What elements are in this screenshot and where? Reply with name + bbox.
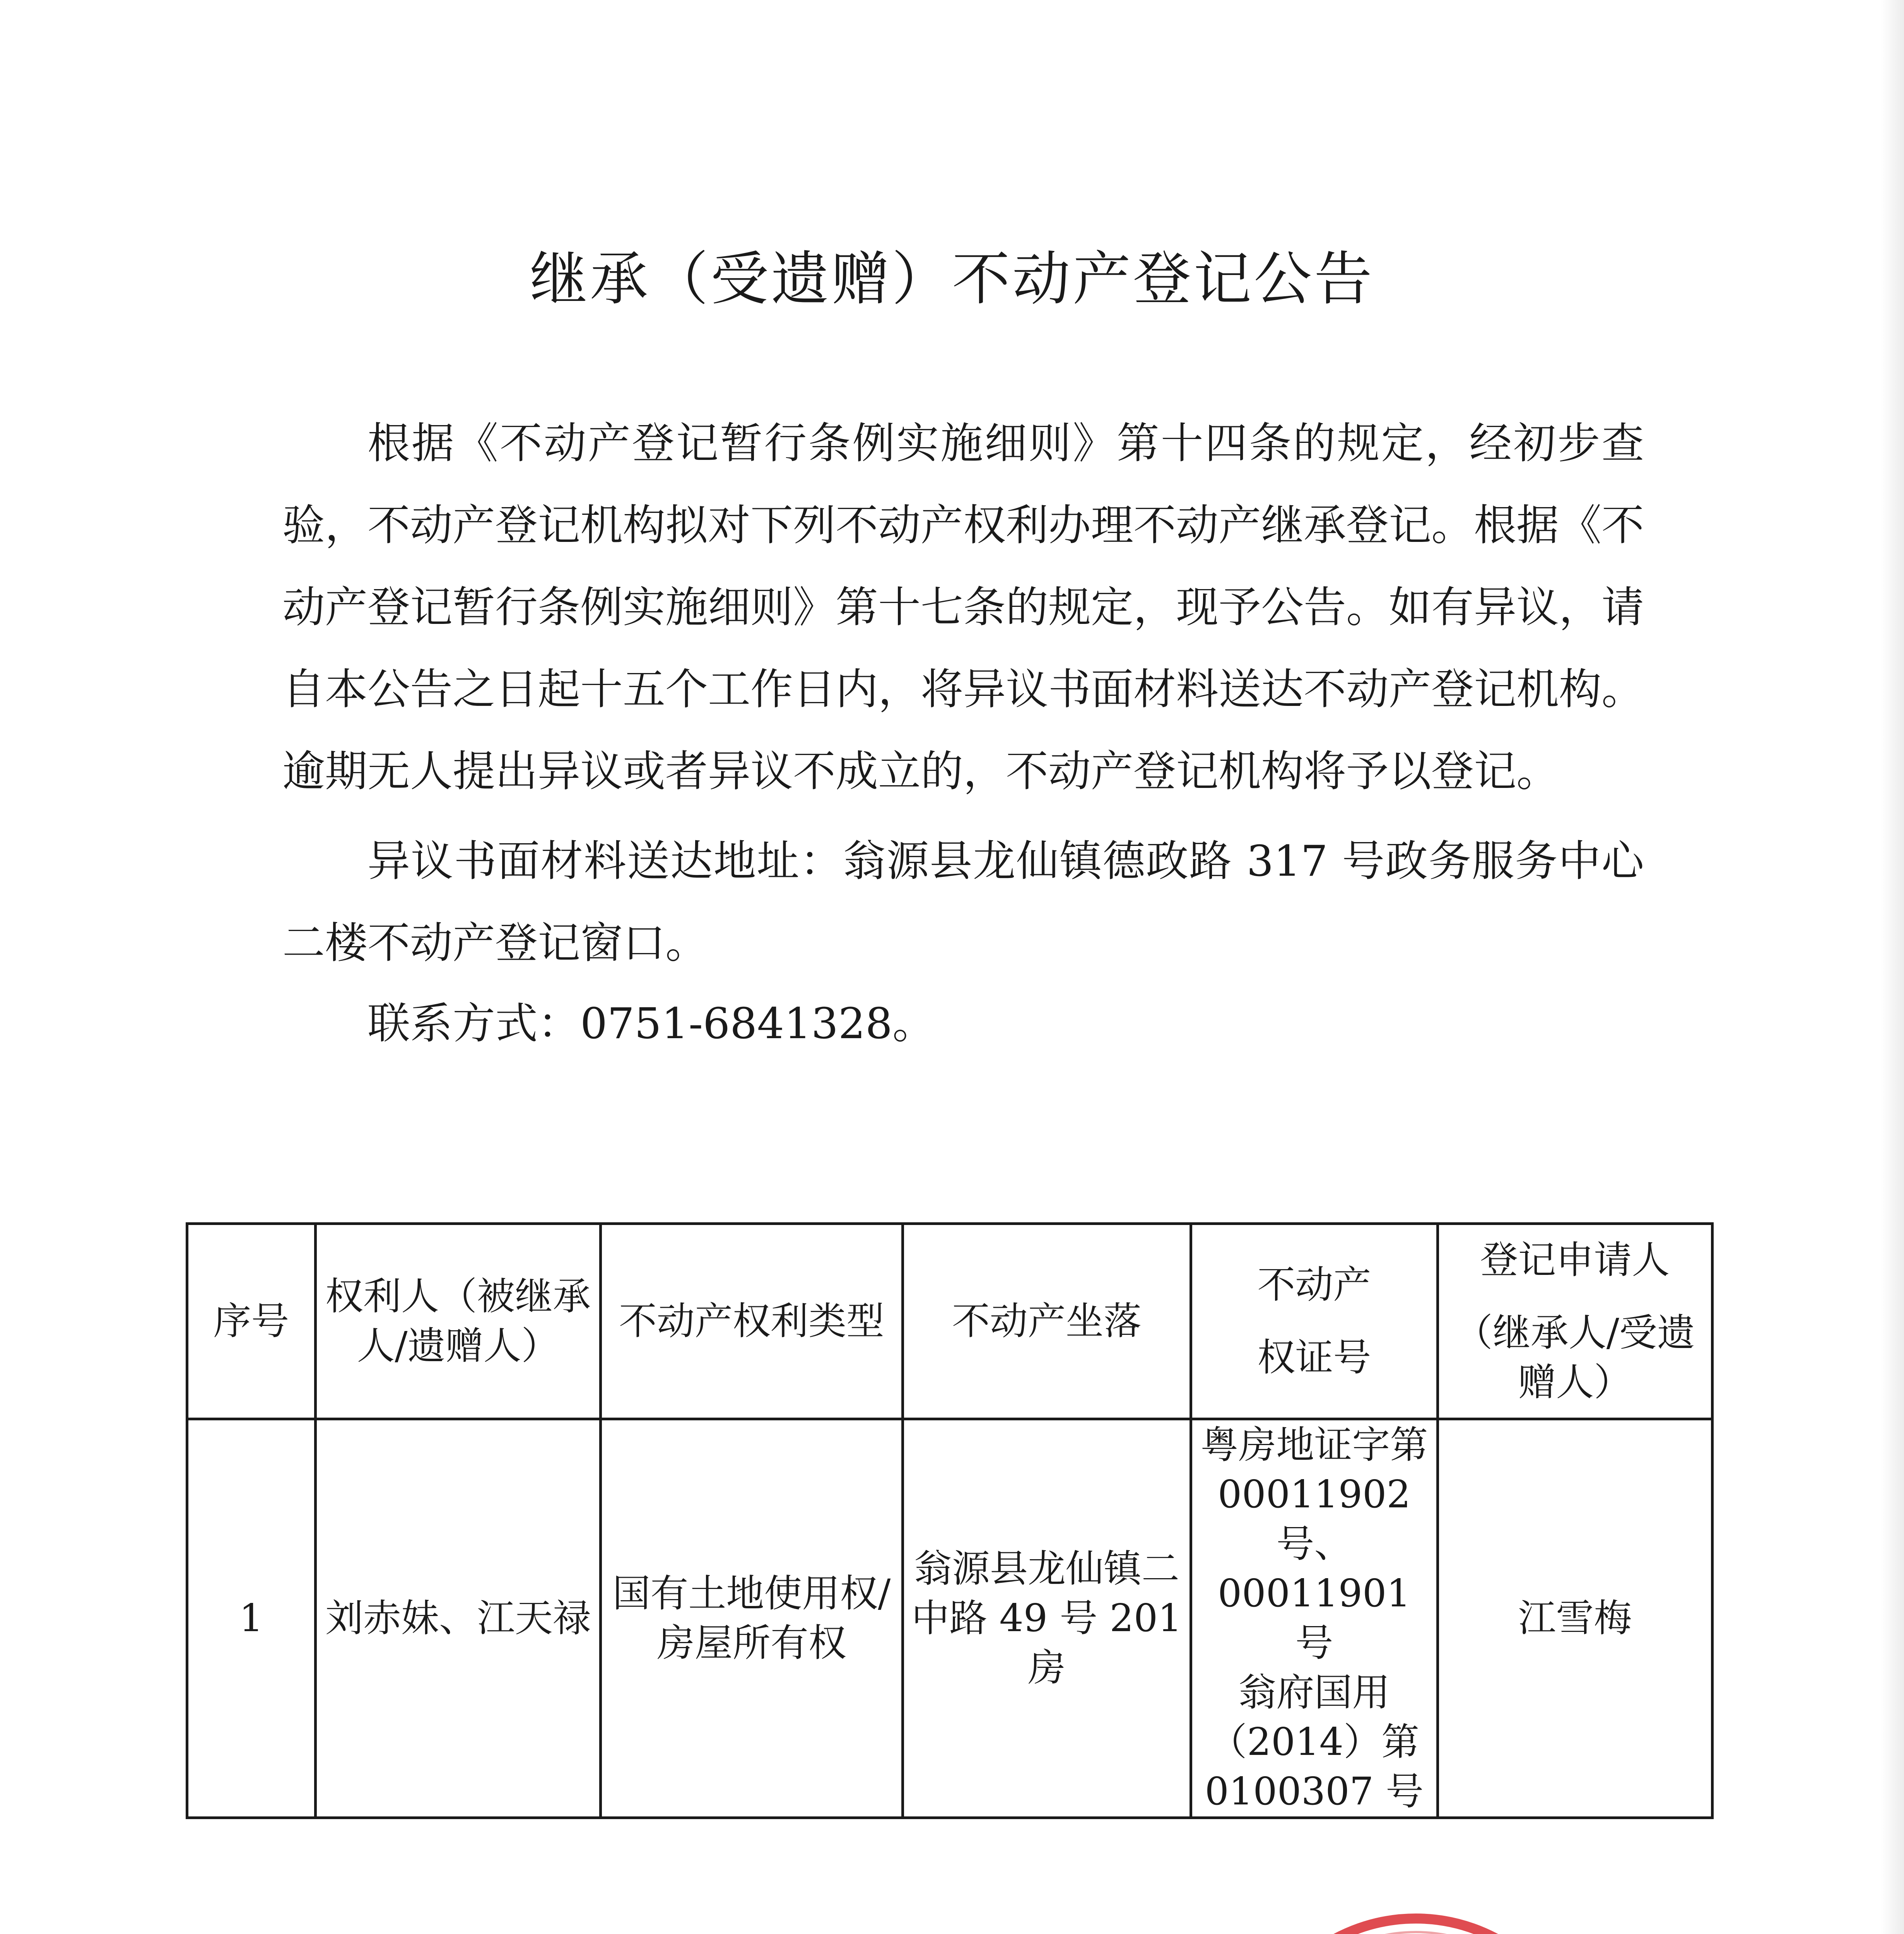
- table-header-row: [187, 1224, 1713, 1419]
- header-certificate-line1: 不动产: [1257, 1263, 1371, 1307]
- cell-certificate-line3: 翁府国用（2014）第 0100307 号: [1205, 1671, 1424, 1814]
- cell-applicant: 江雪梅: [1437, 1419, 1713, 1818]
- table-row: [187, 1419, 1713, 1818]
- objection-address-paragraph: 异议书面材料送达地址：翁源县龙仙镇德政路 317 号政务服务中心二楼不动产登记窗口。: [282, 836, 1644, 968]
- header-right-type: 不动产权利类型: [601, 1224, 902, 1419]
- header-certificate: [1191, 1224, 1437, 1419]
- cell-index: 1: [187, 1419, 316, 1818]
- cell-certificate-line1: 粤房地证字第 00011902 号、: [1200, 1423, 1428, 1566]
- contact-paragraph: 联系方式：0751-6841328。: [367, 999, 935, 1048]
- page-title: 继承（受遗赠）不动产登记公告: [529, 246, 1374, 313]
- notice-paragraph: 根据《不动产登记暂行条例实施细则》第十四条的规定，经初步查验，不动产登记机构拟对下列不动产权利办理不动产继承登记。根据《不动产登记暂行条例实施细则》第十七条的规定，现予公告。如有异议，请自本公告之日起十五个工作日内，将异议书面材料送达不动产登记机构。逾期无人提出异议或者异议不成立的，不动产登记机构将予以登记。: [282, 419, 1644, 796]
- cell-certificate-line2: 00011901 号: [1217, 1572, 1411, 1665]
- official-seal-icon: [1230, 1903, 1601, 1934]
- header-location: 不动产坐落: [902, 1224, 1191, 1419]
- header-holder: 权利人（被继承人/遗赠人）: [315, 1224, 600, 1419]
- cell-right-type: 国有土地使用权/房屋所有权: [601, 1419, 902, 1818]
- header-applicant-line1: 登记申请人: [1480, 1238, 1670, 1282]
- cell-holder: 刘赤妹、江天禄: [315, 1419, 600, 1818]
- cell-certificate: [1191, 1419, 1437, 1818]
- cell-location: 翁源县龙仙镇二中路 49 号 201 房: [902, 1419, 1191, 1818]
- header-certificate-line2: 权证号: [1257, 1336, 1371, 1380]
- header-index: 序号: [187, 1224, 316, 1419]
- header-applicant-line2: （继承人/受遗赠人）: [1454, 1311, 1695, 1404]
- registration-table: [186, 1222, 1714, 1819]
- header-applicant: [1437, 1224, 1713, 1419]
